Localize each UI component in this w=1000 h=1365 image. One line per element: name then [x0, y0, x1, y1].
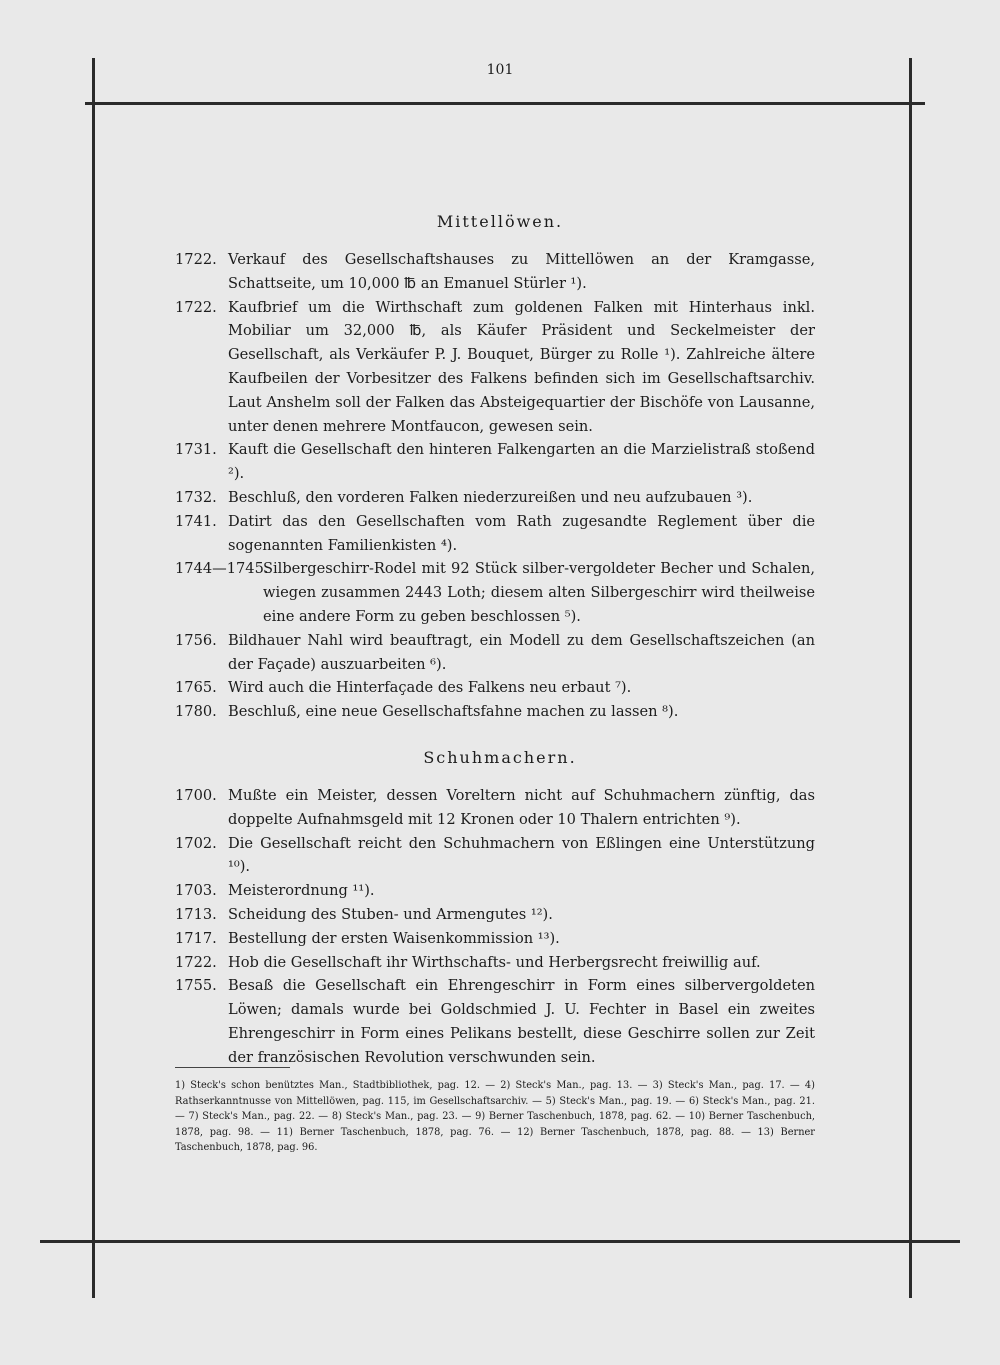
- entry-text: Bestellung der ersten Waisenkommission ¹³).: [228, 929, 560, 947]
- chronicle-entry: [175, 629, 815, 677]
- entry-year: 1713.: [175, 905, 217, 923]
- footnotes: 1) Steck's schon benütztes Man., Stadtbibliothek, pag. 12. — 2) Steck's Man., pag. 13. — 3) Steck's Man., pag. 17. — 4) Rathserkanntnusse von Mittellöwen, pag. 115, im Gesellschaftsarchiv. — 5) Steck's Man., pag. 19. — 6) Steck's Man., pag. 21. — 7) Steck's Man., pag. 22. — 8) Steck's Man., pag. 23. — 9) Berner Taschenbuch, 1878, pag. 62. — 10) Berner Taschenbuch, 1878, pag. 98. — 11) Berner Taschenbuch, 1878, pag. 76. — 12) Berner Taschenbuch, 1878, pag. 88. — 13) Berner Taschenbuch, 1878, pag. 96.: [175, 1080, 815, 1153]
- entry-year: 1703.: [175, 882, 217, 900]
- entry-year: 1744—1745.: [175, 560, 269, 578]
- chronicle-entry: [175, 832, 815, 880]
- entry-year: 1722.: [175, 298, 217, 316]
- entry-text: Verkauf des Gesellschaftshauses zu Mittellöwen an der Kramgasse, Schattseite, um 10,000 ℔ an Emanuel Stürler ¹).: [228, 251, 815, 292]
- entry-text: Besaß die Gesellschaft ein Ehrengeschirr in Form eines silbervergoldeten Löwen; damals wurde bei Goldschmied J. U. Fechter in Basel ein zweites Ehrengeschirr in Form eines Pelikans bestellt, diese Geschirre sollen zur Zeit der französischen Revolution verschwunden sein.: [228, 977, 815, 1066]
- chronicle-entry: [175, 676, 815, 700]
- chronicle-entry: [175, 486, 815, 510]
- entry-year: 1755.: [175, 977, 217, 995]
- chronicle-entry: [175, 974, 815, 1069]
- entry-list-schuhmachern: [175, 784, 815, 1070]
- top-border-rule: [85, 102, 925, 105]
- section-title-schuhmachern: Schuhmachern.: [423, 748, 577, 767]
- section-title-mittelloewen: Mittellöwen.: [436, 212, 564, 231]
- entry-text: Bildhauer Nahl wird beauftragt, ein Modell zu dem Gesellschaftszeichen (an der Façade) auszuarbeiten ⁶).: [228, 631, 815, 673]
- chronicle-entry: [175, 438, 815, 486]
- entry-year: 1741.: [175, 512, 217, 530]
- chronicle-entry: [175, 927, 815, 951]
- chronicle-entry: [175, 700, 815, 724]
- chronicle-entry: [175, 784, 815, 832]
- entry-year: 1756.: [175, 631, 217, 649]
- chronicle-entry: [175, 557, 815, 628]
- entry-year: 1780.: [175, 703, 217, 721]
- entry-list-mittelloewen: [175, 248, 815, 724]
- entry-text: Beschluß, den vorderen Falken niederzureißen und neu aufzubauen ³).: [228, 488, 753, 506]
- entry-year: 1722.: [175, 251, 217, 268]
- chronicle-entry: [175, 903, 815, 927]
- entry-year: 1700.: [175, 787, 217, 804]
- entry-year: 1702.: [175, 834, 217, 852]
- entry-text: Kauft die Gesellschaft den hinteren Falkengarten an die Marzielistraß stoßend ²).: [228, 441, 815, 483]
- entry-year: 1732.: [175, 488, 217, 506]
- page-number: 101: [486, 62, 514, 78]
- chronicle-entry: [175, 510, 815, 558]
- entry-text: Scheidung des Stuben- und Armengutes ¹²).: [228, 905, 553, 923]
- entry-text: Mußte ein Meister, dessen Voreltern nicht auf Schuhmachern zünftig, das doppelte Aufnahmsgeld mit 12 Kronen oder 10 Thalern entrichten ⁹).: [228, 787, 815, 828]
- entry-text: Die Gesellschaft reicht den Schuhmachern von Eßlingen eine Unterstützung ¹⁰).: [228, 834, 815, 876]
- entry-text: Meisterordnung ¹¹).: [228, 882, 375, 900]
- chronicle-entry: [175, 248, 815, 296]
- entry-text: Wird auch die Hinterfaçade des Falkens neu erbaut ⁷).: [228, 679, 632, 697]
- entry-year: 1731.: [175, 441, 217, 459]
- chronicle-entry: [175, 951, 815, 975]
- footnote-separator: [175, 1067, 290, 1068]
- entry-text: Hob die Gesellschaft ihr Wirthschafts- und Herbergsrecht freiwillig auf.: [228, 953, 761, 971]
- entry-year: 1722.: [175, 953, 217, 971]
- entry-text: Silbergeschirr-Rodel mit 92 Stück silber-vergoldeter Becher und Schalen, wiegen zusammen 2443 Loth; diesem alten Silbergeschirr wird theilweise eine andere Form zu geben beschlossen ⁵).: [263, 560, 815, 625]
- left-border-rule: [92, 58, 95, 1298]
- entry-text: Kaufbrief um die Wirthschaft zum goldenen Falken mit Hinterhaus inkl. Mobiliar um 32,000 ℔, als Käufer Präsident und Seckelmeister der Gesellschaft, als Verkäufer P. J. Bouquet, Bürger zu Rolle ¹). Zahlreiche ältere Kaufbeilen der Vorbesitzer des Falkens befinden sich im Gesellschaftsarchiv. Laut Anshelm soll der Falken das Absteigequartier der Bischöfe von Lausanne, unter denen mehrere Montfaucon, gewesen sein.: [228, 298, 815, 435]
- entry-text: Beschluß, eine neue Gesellschaftsfahne machen zu lassen ⁸).: [228, 703, 679, 721]
- entry-year: 1765.: [175, 679, 217, 697]
- right-border-rule: [909, 58, 912, 1298]
- entry-year: 1717.: [175, 929, 217, 947]
- bottom-border-rule: [40, 1240, 960, 1243]
- entry-text: Datirt das den Gesellschaften vom Rath zugesandte Reglement über die sogenannten Familienkisten ⁴).: [228, 512, 815, 554]
- chronicle-entry: [175, 296, 815, 439]
- chronicle-entry: [175, 879, 815, 903]
